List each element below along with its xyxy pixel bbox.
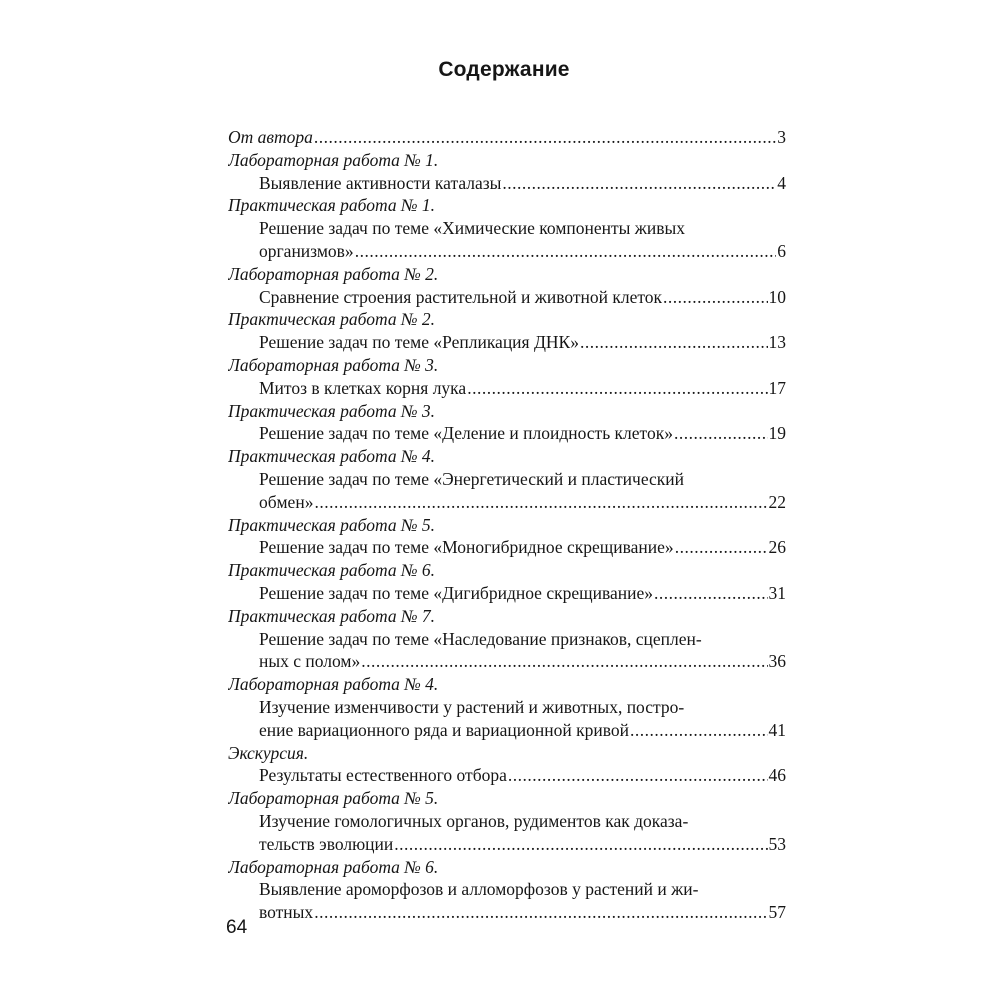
toc-line bbox=[259, 172, 786, 195]
toc-title-line: Решение задач по теме «Деление и плоидность клеток» bbox=[259, 423, 673, 444]
dot-leader bbox=[580, 331, 768, 354]
toc-title-line: тельств эволюции bbox=[259, 833, 394, 854]
toc-page-number: 10 bbox=[768, 286, 786, 307]
toc-title-line: Решение задач по теме «Дигибридное скрещивание» bbox=[259, 582, 653, 603]
toc-entry bbox=[228, 605, 786, 673]
toc-page-number: 19 bbox=[768, 423, 786, 444]
dot-leader bbox=[508, 764, 768, 787]
toc-line bbox=[259, 650, 786, 673]
dot-leader bbox=[654, 582, 768, 605]
toc-line bbox=[259, 536, 786, 559]
dot-leader bbox=[467, 377, 767, 400]
dot-leader bbox=[630, 719, 768, 742]
page-number-folio: 64 bbox=[226, 917, 248, 938]
toc-line bbox=[259, 377, 786, 400]
toc-entry bbox=[228, 400, 786, 446]
toc-heading: Экскурсия. bbox=[228, 742, 309, 763]
dot-leader bbox=[674, 422, 768, 445]
toc-line bbox=[259, 286, 786, 309]
toc-line bbox=[259, 240, 786, 263]
toc-page-number: 57 bbox=[768, 902, 786, 923]
toc-title-line: Решение задач по теме «Энергетический и пластический bbox=[259, 468, 685, 489]
toc-page-number: 26 bbox=[768, 537, 786, 558]
toc-title-line: Решение задач по теме «Моногибридное скрещивание» bbox=[259, 537, 674, 558]
toc-entry bbox=[228, 559, 786, 605]
toc-title-line: вотных bbox=[259, 902, 314, 923]
toc-entry bbox=[228, 308, 786, 354]
toc-line bbox=[259, 719, 786, 742]
dot-leader bbox=[502, 172, 776, 195]
toc-heading: Лабораторная работа № 1. bbox=[228, 149, 439, 170]
toc-entry bbox=[228, 126, 786, 149]
toc-title-line: Изучение изменчивости у растений и животных, постро- bbox=[259, 696, 685, 717]
toc-page-number: 17 bbox=[768, 377, 786, 398]
dot-leader bbox=[394, 833, 767, 856]
toc-title-line: Митоз в клетках корня лука bbox=[259, 377, 467, 398]
toc-title-line: Изучение гомологичных органов, рудиментов как доказа- bbox=[259, 810, 689, 831]
toc-title-line: Решение задач по теме «Химические компоненты живых bbox=[259, 218, 686, 239]
toc-page-number: 4 bbox=[777, 172, 786, 193]
toc-line bbox=[259, 491, 786, 514]
toc-entry bbox=[228, 787, 786, 855]
toc-heading: Практическая работа № 2. bbox=[228, 309, 435, 330]
dot-leader bbox=[663, 286, 767, 309]
dot-leader bbox=[314, 901, 767, 924]
toc-entry bbox=[228, 194, 786, 262]
toc-entry bbox=[228, 742, 786, 788]
toc-entry bbox=[228, 263, 786, 309]
toc-entry bbox=[228, 514, 786, 560]
toc-heading: Лабораторная работа № 4. bbox=[228, 674, 439, 695]
toc-entry bbox=[228, 445, 786, 513]
toc-heading: Лабораторная работа № 6. bbox=[228, 856, 439, 877]
toc-heading: От автора bbox=[228, 127, 313, 147]
toc-entry bbox=[228, 856, 786, 924]
toc-title-line: Выявление активности каталазы bbox=[259, 172, 502, 193]
dot-leader bbox=[314, 491, 767, 514]
toc-entry bbox=[228, 354, 786, 400]
toc-page-number: 46 bbox=[768, 765, 786, 786]
toc-line bbox=[259, 582, 786, 605]
toc-page-number: 13 bbox=[768, 332, 786, 353]
toc-line bbox=[259, 833, 786, 856]
toc-line bbox=[259, 764, 786, 787]
dot-leader bbox=[361, 650, 767, 673]
toc-heading: Лабораторная работа № 5. bbox=[228, 788, 439, 809]
toc-page-number: 53 bbox=[768, 833, 786, 854]
toc-heading: Лабораторная работа № 2. bbox=[228, 263, 439, 284]
toc-title-line: Решение задач по теме «Репликация ДНК» bbox=[259, 332, 579, 353]
toc-title-line: Решение задач по теме «Наследование признаков, сцеплен- bbox=[259, 628, 702, 649]
toc-title-line: ение вариационного ряда и вариационной кривой bbox=[259, 719, 629, 740]
toc-page-number: 36 bbox=[768, 651, 786, 672]
toc-page-number: 31 bbox=[768, 582, 786, 603]
toc-heading: Практическая работа № 6. bbox=[228, 560, 435, 581]
toc-page-number: 3 bbox=[777, 127, 786, 147]
toc-line bbox=[259, 331, 786, 354]
toc-heading: Практическая работа № 5. bbox=[228, 514, 435, 535]
toc-title-line: обмен» bbox=[259, 491, 314, 512]
toc-page-number: 22 bbox=[768, 491, 786, 512]
dot-leader bbox=[355, 240, 777, 263]
toc-heading: Практическая работа № 7. bbox=[228, 605, 435, 626]
dot-leader bbox=[314, 126, 776, 149]
toc-page-number: 41 bbox=[768, 719, 786, 740]
page-title: Содержание bbox=[438, 58, 570, 81]
toc-heading: Практическая работа № 4. bbox=[228, 446, 435, 467]
toc-title-line: Сравнение строения растительной и животной клеток bbox=[259, 286, 663, 307]
toc-heading: Лабораторная работа № 3. bbox=[228, 354, 439, 375]
toc-line bbox=[259, 422, 786, 445]
table-of-contents bbox=[228, 126, 786, 924]
toc-heading: Практическая работа № 1. bbox=[228, 195, 435, 216]
dot-leader bbox=[675, 536, 768, 559]
toc-line bbox=[259, 901, 786, 924]
toc-entry bbox=[228, 673, 786, 741]
toc-heading: Практическая работа № 3. bbox=[228, 400, 435, 421]
toc-title-line: Результаты естественного отбора bbox=[259, 765, 507, 786]
toc-title-line: организмов» bbox=[259, 240, 354, 261]
toc-title-line: Выявление ароморфозов и алломорфозов у растений и жи- bbox=[259, 879, 699, 900]
toc-page-number: 6 bbox=[777, 240, 786, 261]
toc-entry bbox=[228, 149, 786, 195]
toc-title-line: ных с полом» bbox=[259, 651, 361, 672]
toc-line bbox=[228, 126, 786, 149]
